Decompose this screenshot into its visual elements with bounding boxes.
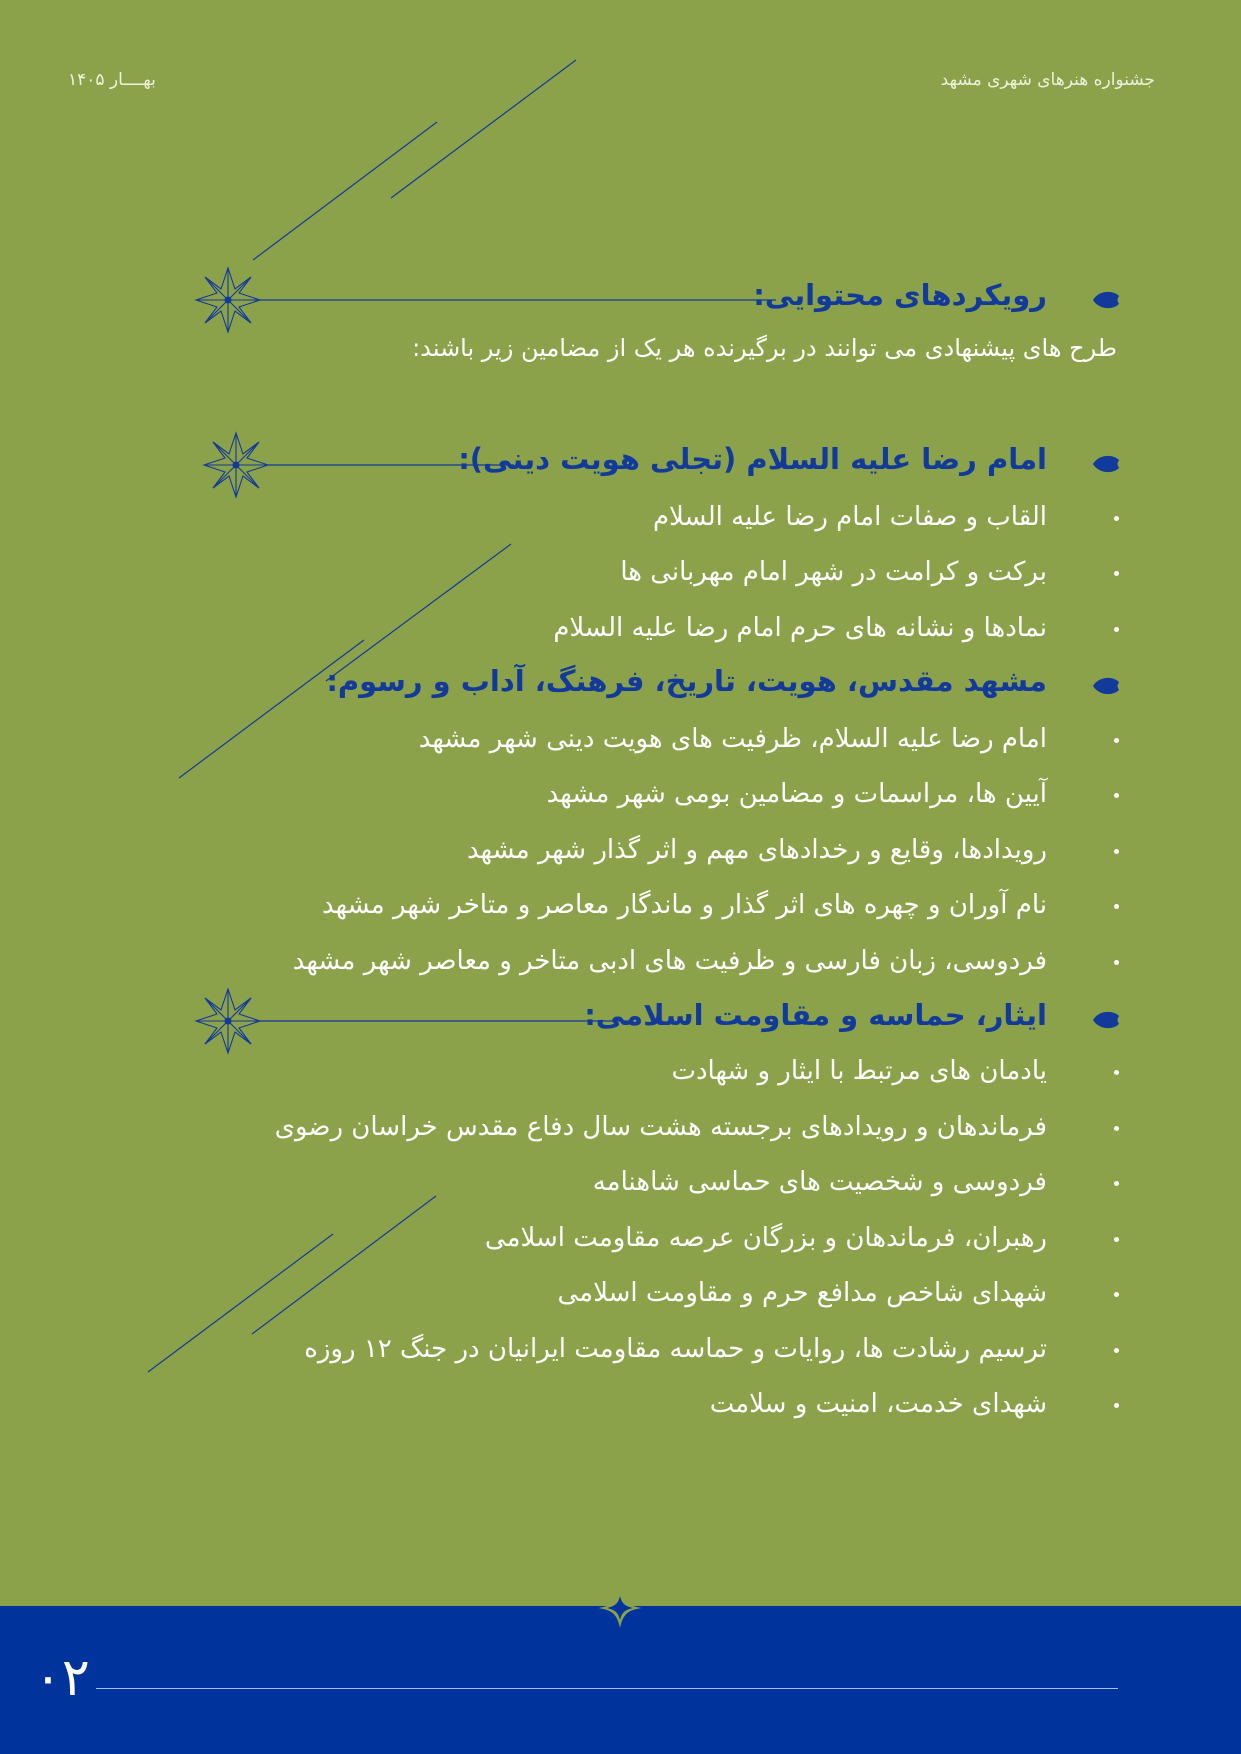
list-item — [0, 827, 1241, 877]
list-item — [0, 1159, 1241, 1209]
leaf-bullet-icon — [1091, 1008, 1121, 1032]
list-item — [0, 771, 1241, 821]
list-item — [0, 1270, 1241, 1320]
section-heading: امام رضا علیه السلام (تجلی هویت دینی): — [458, 442, 1047, 476]
list-item — [0, 1326, 1241, 1376]
list-item — [0, 882, 1241, 932]
section-heading-row — [0, 660, 1241, 710]
bullet-dot — [1114, 516, 1119, 521]
list-item-text: برکت و کرامت در شهر امام مهربانی ها — [620, 557, 1047, 587]
bullet-dot — [1114, 904, 1119, 909]
intro-text: طرح های پیشنهادی می توانند در برگیرنده هر یک از مضامین زیر باشند: — [412, 334, 1117, 362]
section-heading: ایثار، حماسه و مقاومت اسلامی: — [584, 998, 1047, 1032]
list-item-text: شهدای خدمت، امنیت و سلامت — [709, 1389, 1047, 1419]
list-item-text: یادمان های مرتبط با ایثار و شهادت — [671, 1056, 1047, 1086]
four-point-star-icon — [590, 1586, 650, 1636]
leaf-bullet-icon — [1091, 452, 1121, 476]
list-item — [0, 605, 1241, 655]
list-item-text: شهدای شاخص مدافع حرم و مقاومت اسلامی — [557, 1278, 1047, 1308]
list-item-text: نام آوران و چهره های اثر گذار و ماندگار معاصر و متاخر شهر مشهد — [321, 890, 1047, 920]
bullet-dot — [1114, 571, 1119, 576]
bullet-dot — [1114, 1292, 1119, 1297]
list-item-text: رویدادها، وقایع و رخدادهای مهم و اثر گذار شهر مشهد — [466, 835, 1047, 865]
list-item — [0, 1381, 1241, 1431]
list-item — [0, 1104, 1241, 1154]
bullet-dot — [1114, 1181, 1119, 1186]
header-title: جشنواره هنرهای شهری مشهد — [940, 70, 1155, 90]
bullet-dot — [1114, 1126, 1119, 1131]
list-item — [0, 938, 1241, 988]
intro-heading-row — [0, 274, 1241, 324]
list-item — [0, 549, 1241, 599]
list-item — [0, 1215, 1241, 1265]
bullet-dot — [1114, 793, 1119, 798]
bullet-dot — [1114, 1237, 1119, 1242]
leaf-bullet-icon — [1091, 674, 1121, 698]
bullet-dot — [1114, 1070, 1119, 1075]
leaf-bullet-icon — [1091, 288, 1121, 312]
list-item-text: فرماندهان و رویدادهای برجسته هشت سال دفاع مقدس خراسان رضوی — [274, 1112, 1047, 1142]
list-item-text: فردوسی، زبان فارسی و ظرفیت های ادبی متاخر و معاصر شهر مشهد — [292, 946, 1047, 976]
bullet-dot — [1114, 1348, 1119, 1353]
list-item-text: القاب و صفات امام رضا علیه السلام — [652, 502, 1047, 532]
list-item-text: فردوسی و شخصیت های حماسی شاهنامه — [592, 1167, 1047, 1197]
diagonal-line — [253, 122, 437, 260]
list-item-text: ترسیم رشادت ها، روایات و حماسه مقاومت ایرانیان در جنگ ۱۲ روزه — [304, 1334, 1047, 1364]
list-item-text: آیین ها، مراسمات و مضامین بومی شهر مشهد — [546, 779, 1047, 809]
bullet-dot — [1114, 960, 1119, 965]
section-heading: مشهد مقدس، هویت، تاریخ، فرهنگ، آداب و رسوم: — [326, 664, 1047, 698]
diagonal-line — [391, 60, 576, 198]
section-heading: رویکردهای محتوایی: — [753, 278, 1047, 312]
bullet-dot — [1114, 738, 1119, 743]
bullet-dot — [1114, 1403, 1119, 1408]
list-item — [0, 716, 1241, 766]
intro-row — [0, 328, 1241, 378]
section-heading-row — [0, 994, 1241, 1044]
section-heading-row — [0, 438, 1241, 488]
list-item — [0, 1048, 1241, 1098]
list-item-text: رهبران، فرماندهان و بزرگان عرصه مقاومت اسلامی — [484, 1223, 1047, 1253]
footer-rule — [96, 1688, 1118, 1689]
bullet-dot — [1114, 627, 1119, 632]
page-number: ۰۲ — [34, 1648, 90, 1708]
header-season: بهــــار ۱۴۰۵ — [68, 70, 156, 90]
list-item — [0, 494, 1241, 544]
list-item-text: امام رضا علیه السلام، ظرفیت های هویت دینی شهر مشهد — [418, 724, 1047, 754]
list-item-text: نمادها و نشانه های حرم امام رضا علیه السلام — [553, 613, 1047, 643]
bullet-dot — [1114, 849, 1119, 854]
